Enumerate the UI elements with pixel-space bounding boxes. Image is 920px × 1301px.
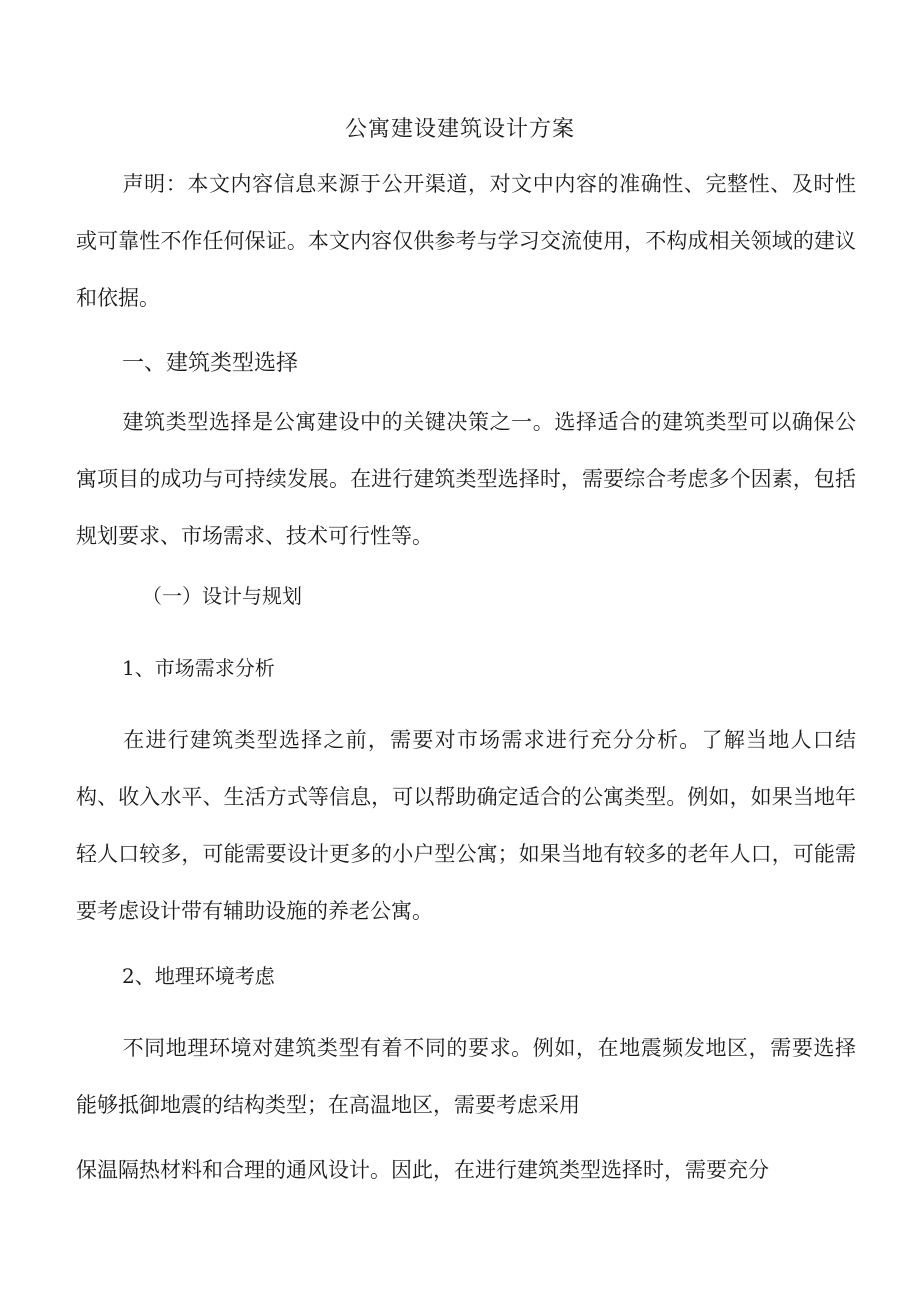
subsection-heading: （一）设计与规划 (142, 584, 302, 608)
disclaimer-text: 声明：本文内容信息来源于公开渠道，对文中内容的准确性、完整性、及时性或可靠性不作任何保证。本文内容仅供参考与学习交流使用，不构成相关领域的建议和依据。 (76, 172, 856, 310)
section-heading: 一、建筑类型选择 (122, 351, 299, 376)
item2-paragraph-part1 (76, 1020, 856, 1134)
item2-paragraph-part2 (76, 1142, 856, 1199)
item1-text: 在进行建筑类型选择之前，需要对市场需求进行充分分析。了解当地人口结构、收入水平、生活方式等信息，可以帮助确定适合的公寓类型。例如，如果当地年轻人口较多，可能需要设计更多的小户型公寓；如果当地有较多的老年人口，可能需要考虑设计带有辅助设施的养老公寓。 (76, 728, 856, 923)
item2-heading: 2、地理环境考虑 (122, 964, 275, 988)
disclaimer-paragraph (76, 156, 856, 327)
section-intro-text: 建筑类型选择是公寓建设中的关键决策之一。选择适合的建筑类型可以确保公寓项目的成功与可持续发展。在进行建筑类型选择时，需要综合考虑多个因素，包括规划要求、市场需求、技术可行性等。 (76, 410, 856, 548)
item2-text-part2: 保温隔热材料和合理的通风设计。因此，在进行建筑类型选择时，需要充分 (76, 1158, 769, 1182)
section-intro-paragraph (76, 394, 856, 565)
item2-text-part1: 不同地理环境对建筑类型有着不同的要求。例如，在地震频发地区，需要选择能够抵御地震的结构类型；在高温地区，需要考虑采用 (76, 1036, 856, 1117)
item1-heading: 1、市场需求分析 (122, 656, 275, 680)
item1-paragraph (76, 712, 856, 940)
document-title: 公寓建设建筑设计方案 (344, 117, 575, 142)
